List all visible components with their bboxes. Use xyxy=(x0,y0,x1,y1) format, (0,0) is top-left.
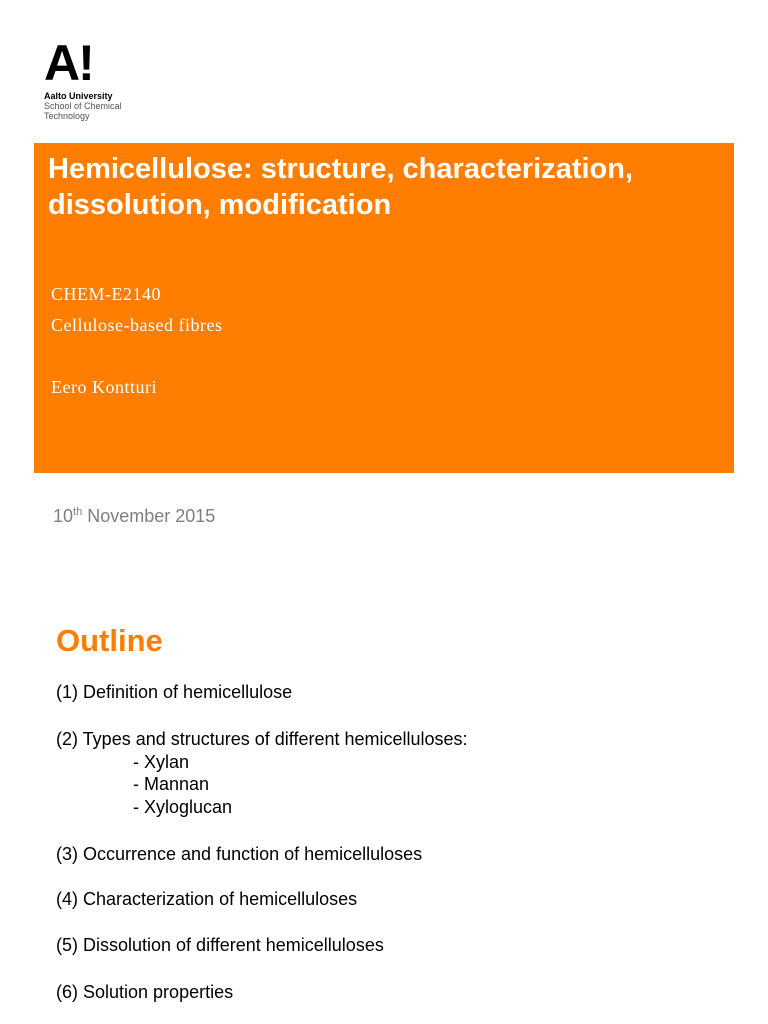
presentation-date xyxy=(53,506,215,527)
outline-heading: Outline xyxy=(56,623,163,658)
title-block xyxy=(34,143,734,473)
logo-school-name-line1: School of Chemical xyxy=(44,101,122,111)
outline-subitem: - Xyloglucan xyxy=(133,797,233,817)
logo-university-name: Aalto University xyxy=(44,91,113,101)
date-ordinal-suffix: th xyxy=(73,506,83,518)
outline-subitem: - Mannan xyxy=(133,774,210,794)
presentation-title: Hemicellulose: structure, characterization, dissolution, modification xyxy=(48,153,634,221)
outline-subitem: - Xylan xyxy=(133,752,190,772)
course-name: Cellulose-based fibres xyxy=(51,315,223,335)
outline-item: (5) Dissolution of different hemicelluloses xyxy=(56,935,384,955)
outline-item: (4) Characterization of hemicelluloses xyxy=(56,889,358,909)
date-month-year: November 2015 xyxy=(82,506,216,526)
outline-item: (6) Solution properties xyxy=(56,982,234,1002)
aalto-logo xyxy=(44,35,164,130)
logo-mark: A! xyxy=(44,35,93,91)
outline-item: (1) Definition of hemicellulose xyxy=(56,682,293,702)
course-code: CHEM-E2140 xyxy=(51,284,161,304)
logo-school-name-line2: Technology xyxy=(44,111,90,121)
outline-item: (3) Occurrence and function of hemicelluloses xyxy=(56,844,423,864)
date-day: 10 xyxy=(53,506,74,526)
outline-item: (2) Types and structures of different hemicelluloses: xyxy=(56,729,468,749)
author-name: Eero Kontturi xyxy=(51,377,157,397)
